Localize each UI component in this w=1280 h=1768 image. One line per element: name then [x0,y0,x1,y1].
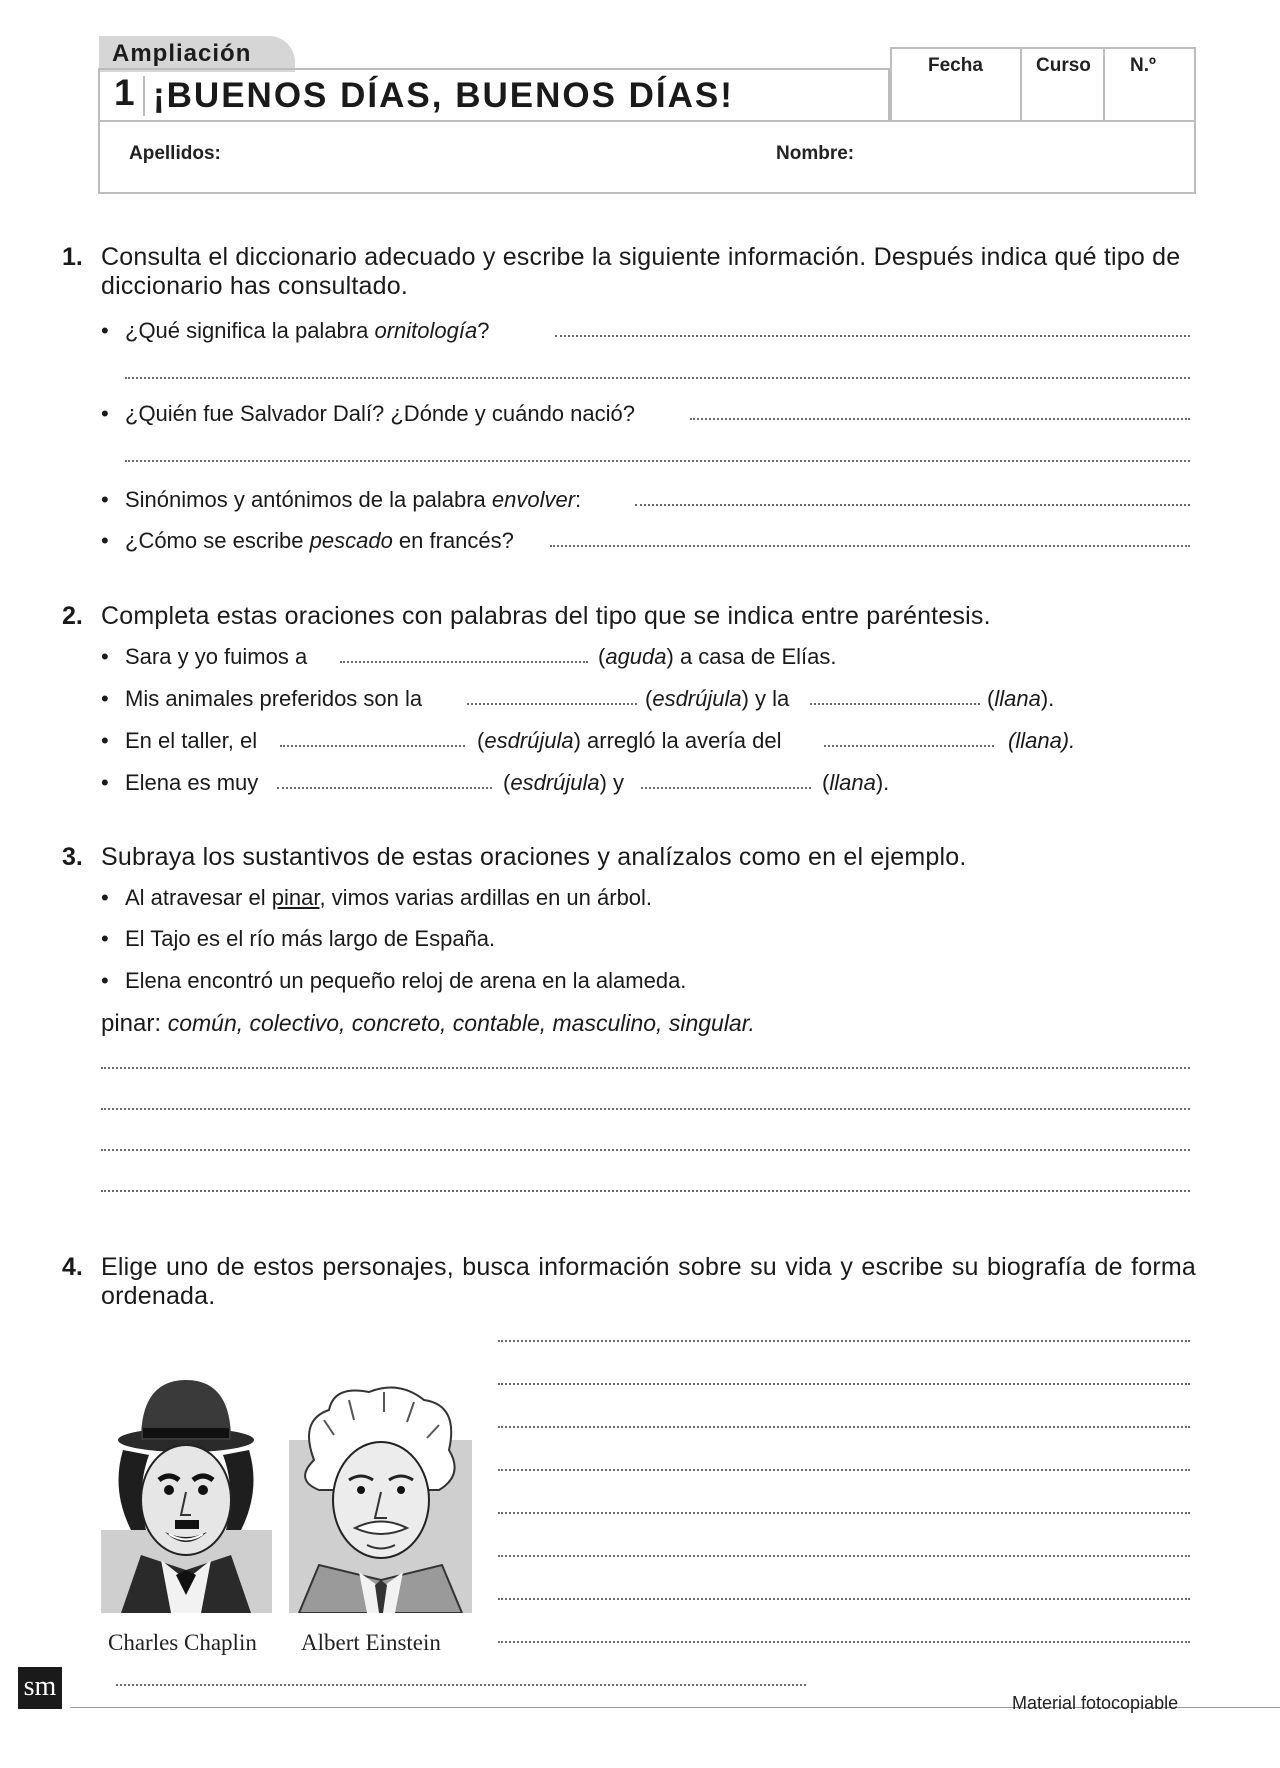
question-number: 4. [62,1253,83,1281]
divider [1020,47,1022,122]
name-box [98,120,1196,194]
einstein-portrait [289,1380,472,1613]
blank-line[interactable] [277,787,492,789]
question-text: Consulta el diccionario adecuado y escribe la siguiente información. Después indica qué tipo de diccionario has consultado. [101,243,1181,300]
bullet: • [101,487,109,512]
question-item: Sinónimos y antónimos de la palabra envolver: [125,487,582,512]
answer-line[interactable] [690,418,1190,420]
bullet: • [101,528,109,553]
bullet: • [101,770,109,795]
einstein-illustration [289,1380,472,1613]
question-number: 1. [62,243,83,271]
answer-line[interactable] [498,1469,1190,1471]
question-text: Completa estas oraciones con palabras del tipo que se indica entre paréntesis. [101,602,991,630]
nombre-label: Nombre: [776,143,855,164]
answer-line[interactable] [498,1426,1190,1428]
answer-line[interactable] [125,460,1190,462]
page-title: ¡BUENOS DÍAS, BUENOS DÍAS! [153,76,734,115]
sentence-part: Mis animales preferidos son la [125,686,423,711]
answer-line[interactable] [498,1383,1190,1385]
answer-line[interactable] [116,1684,806,1686]
tab-label: Ampliación [112,40,252,67]
answer-line[interactable] [550,545,1190,547]
blank-line[interactable] [810,703,980,705]
curso-label: Curso [1036,55,1091,76]
publisher-logo: sm [18,1667,62,1709]
fecha-label: Fecha [928,55,983,76]
answer-line[interactable] [101,1149,1190,1151]
answer-line[interactable] [101,1108,1190,1110]
answer-line[interactable] [498,1340,1190,1342]
bullet: • [101,926,109,951]
answer-line[interactable] [498,1598,1190,1600]
answer-line[interactable] [635,504,1190,506]
answer-line[interactable] [555,335,1190,337]
bullet: • [101,728,109,753]
blank-line[interactable] [280,745,465,747]
sentence-part: (aguda) a casa de Elías. [598,644,837,669]
answer-line[interactable] [498,1512,1190,1514]
bullet: • [101,401,109,426]
sentence-part: (llana). [822,770,890,795]
sentence: Al atravesar el pinar, vimos varias ardillas en un árbol. [125,885,653,910]
sentence-part: (llana). [987,686,1055,711]
question-text: Subraya los sustantivos de estas oraciones y analízalos como en el ejemplo. [101,843,967,871]
blank-line[interactable] [467,703,637,705]
sentence-part: En el taller, el [125,728,258,753]
apellidos-label: Apellidos: [129,143,221,164]
bullet: • [101,644,109,669]
numero-label: N.º [1130,55,1156,76]
blank-line[interactable] [641,787,811,789]
sentence-part: Sara y yo fuimos a [125,644,308,669]
caption-chaplin: Charles Chaplin [108,1630,257,1655]
bullet: • [101,885,109,910]
answer-line[interactable] [498,1555,1190,1557]
answer-line[interactable] [101,1190,1190,1192]
unit-number: 1 [114,72,135,113]
question-item: ¿Quién fue Salvador Dalí? ¿Dónde y cuándo nació? [125,401,635,426]
sentence-part: (esdrújula) y [503,770,625,795]
answer-line[interactable] [498,1641,1190,1643]
question-text: Elige uno de estos personajes, busca información sobre su vida y escribe su biografía de forma ordenada. [101,1253,1196,1310]
blank-line[interactable] [824,745,994,747]
blank-line[interactable] [340,661,588,663]
caption-einstein: Albert Einstein [301,1630,441,1655]
unit-divider [143,76,145,116]
bullet: • [101,686,109,711]
sentence-part: (esdrújula) y la [645,686,790,711]
answer-line[interactable] [125,377,1190,379]
sentence-part: (llana). [1008,728,1076,753]
footer-text: Material fotocopiable [1012,1693,1179,1713]
bullet: • [101,318,109,343]
sentence: Elena encontró un pequeño reloj de arena en la alameda. [125,968,687,993]
question-number: 3. [62,843,83,871]
question-item: ¿Cómo se escribe pescado en francés? [125,528,514,553]
chaplin-portrait [101,1380,272,1613]
example-analysis: pinar: común, colectivo, concreto, contable, masculino, singular. [101,1010,755,1037]
sentence-part: (esdrújula) arregló la avería del [477,728,782,753]
chaplin-illustration [101,1380,272,1613]
bullet: • [101,968,109,993]
sentence-part: Elena es muy [125,770,259,795]
divider [1103,47,1105,122]
answer-line[interactable] [101,1067,1190,1069]
sentence: El Tajo es el río más largo de España. [125,926,496,951]
question-item: ¿Qué significa la palabra ornitología? [125,318,490,343]
question-number: 2. [62,602,83,630]
